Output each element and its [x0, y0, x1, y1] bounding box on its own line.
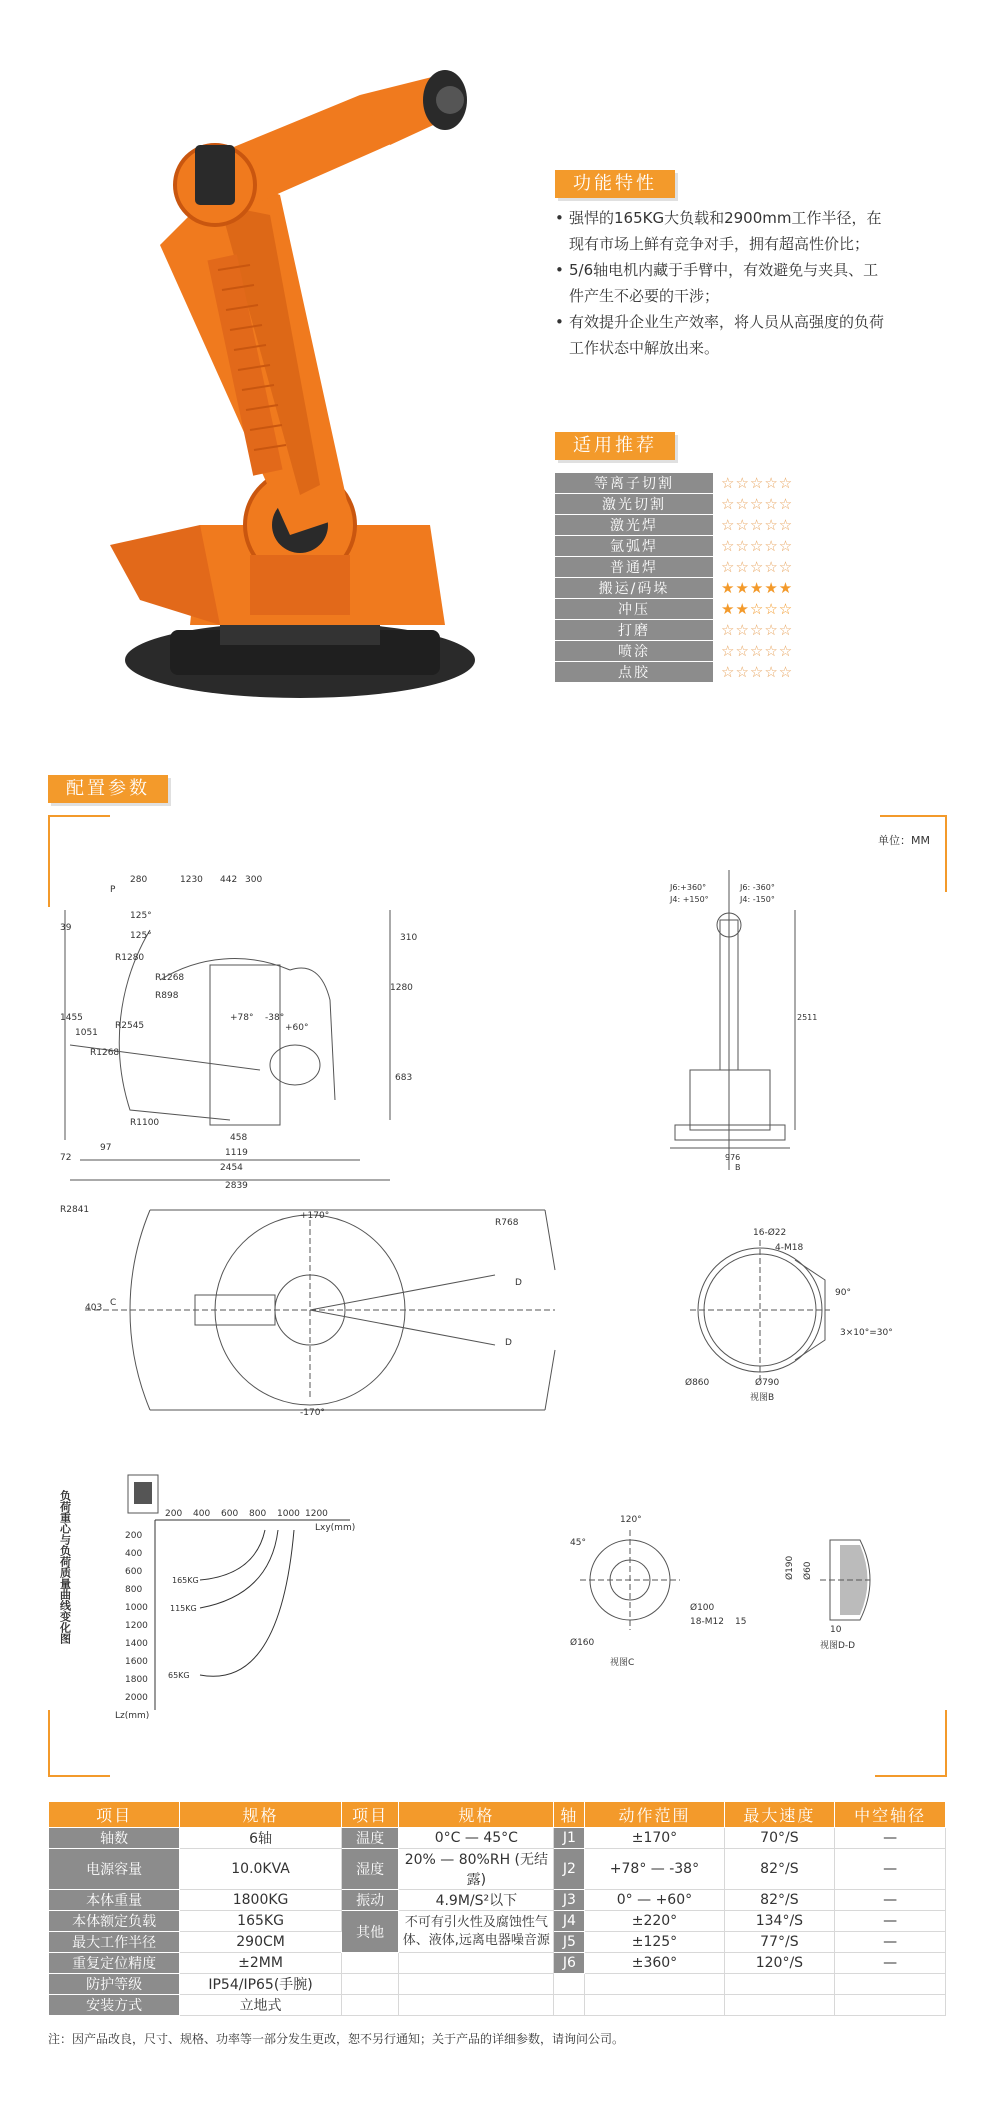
unit-label: 单位：MM — [878, 834, 930, 847]
recommend-name: 搬运/码垛 — [555, 578, 713, 599]
spec-value-cell: 10.0KVA — [180, 1849, 341, 1890]
recommend-row — [555, 662, 853, 683]
load-chart-xaxis: Lxy(mm) — [315, 1523, 356, 1533]
spec-row — [49, 1890, 946, 1911]
front-dim-label: J6: -360° — [740, 883, 775, 892]
top-dim-label: -170° — [300, 1408, 325, 1418]
spec-value-cell — [341, 1995, 399, 2016]
load-chart-ytick: 600 — [125, 1567, 143, 1577]
spec-value-cell — [399, 1995, 554, 2016]
recommend-stars: ☆☆☆☆☆ — [713, 494, 853, 515]
load-chart-curve-label: 115KG — [170, 1604, 197, 1613]
spec-label-cell: J5 — [554, 1932, 585, 1953]
view-b-label: 90° — [835, 1288, 851, 1298]
load-chart-xtick: 600 — [221, 1509, 239, 1519]
spec-label-cell: 本体重量 — [49, 1890, 180, 1911]
view-d-label: Ø190 — [785, 1555, 795, 1580]
recommend-stars: ☆☆☆☆☆ — [713, 641, 853, 662]
spec-header: 最大速度 — [724, 1802, 835, 1828]
recommend-stars: ☆☆☆☆☆ — [713, 620, 853, 641]
view-b-label: 16-Ø22 — [753, 1228, 787, 1238]
side-dim-label: 458 — [230, 1133, 248, 1143]
spec-value-cell: 290CM — [180, 1932, 341, 1953]
spec-label-cell: J3 — [554, 1890, 585, 1911]
spec-value-cell: +78° — -38° — [585, 1849, 724, 1890]
view-d-label: Ø60 — [803, 1561, 813, 1580]
feature-item: • 5/6轴电机内藏于手臂中，有效避免与夹具、工件产生不必要的干涉； — [555, 257, 885, 309]
spec-label-cell: 重复定位精度 — [49, 1953, 180, 1974]
recommend-stars: ☆☆☆☆☆ — [713, 536, 853, 557]
side-dim-label: 125° — [130, 911, 152, 921]
side-dim-label: 1051 — [75, 1028, 98, 1038]
spec-value-cell: 120°/S — [724, 1953, 835, 1974]
view-b-drawing — [665, 1225, 893, 1405]
recommend-name: 氩弧焊 — [555, 536, 713, 557]
recommend-stars: ★★☆☆☆ — [713, 599, 853, 620]
spec-value-cell — [585, 1974, 724, 1995]
front-dim-label: J4: +150° — [670, 895, 709, 904]
recommend-row — [555, 473, 853, 494]
load-chart-xtick: 400 — [193, 1509, 211, 1519]
spec-value-cell: ±170° — [585, 1828, 724, 1849]
recommend-stars: ☆☆☆☆☆ — [713, 662, 853, 683]
view-c-label: 视图C — [610, 1658, 635, 1668]
load-chart-ytick: 1600 — [125, 1657, 148, 1667]
view-d-label: 视图D-D — [820, 1641, 856, 1651]
side-dim-label: 125° — [130, 931, 152, 941]
spec-label-cell: J1 — [554, 1828, 585, 1849]
load-chart-ytick: 400 — [125, 1549, 143, 1559]
side-view-drawing — [60, 870, 440, 1190]
recommend-name: 普通焊 — [555, 557, 713, 578]
spec-value-cell: 6轴 — [180, 1828, 341, 1849]
spec-value-cell: ±125° — [585, 1932, 724, 1953]
view-b-label: 4-M18 — [775, 1243, 804, 1253]
load-chart-ytick: 1800 — [125, 1675, 148, 1685]
spec-value-cell: 77°/S — [724, 1932, 835, 1953]
load-chart-ytick: 2000 — [125, 1693, 148, 1703]
front-dim-label: J4: -150° — [740, 895, 775, 904]
front-dim-label: 976 — [725, 1153, 741, 1162]
features-header: 功能特性 — [555, 170, 675, 198]
spec-label-cell: 电源容量 — [49, 1849, 180, 1890]
spec-value-cell: ±2MM — [180, 1953, 341, 1974]
spec-value-cell — [554, 1974, 585, 1995]
front-dim-label: B — [735, 1163, 741, 1172]
top-dim-label: R2841 — [60, 1205, 90, 1215]
recommend-name: 喷涂 — [555, 641, 713, 662]
view-d-label: 10 — [830, 1625, 842, 1635]
recommend-name: 等离子切割 — [555, 473, 713, 494]
recommend-stars: ★★★★★ — [713, 578, 853, 599]
load-chart-xtick: 800 — [249, 1509, 267, 1519]
spec-value-cell — [399, 1953, 554, 1974]
recommend-stars: ☆☆☆☆☆ — [713, 557, 853, 578]
spec-row — [49, 1911, 946, 1932]
front-dim-label: 2511 — [797, 1013, 818, 1022]
spec-value-cell: — — [835, 1849, 946, 1890]
view-b-label: Ø790 — [755, 1378, 780, 1388]
spec-header: 中空轴径 — [835, 1802, 946, 1828]
recommend-row — [555, 515, 853, 536]
spec-value-cell: 立地式 — [180, 1995, 341, 2016]
side-dim-label: 683 — [395, 1073, 413, 1083]
load-chart-yaxis: Lz(mm) — [115, 1711, 150, 1721]
spec-value-cell: 165KG — [180, 1911, 341, 1932]
side-dim-label: R1268 — [90, 1048, 120, 1058]
spec-label-cell: 轴数 — [49, 1828, 180, 1849]
side-dim-label: 1280 — [390, 983, 413, 993]
load-chart-title: 负荷重心与负荷质量曲线变化图 — [58, 1490, 72, 1644]
view-c-label: 15 — [735, 1617, 747, 1627]
spec-label-cell: J2 — [554, 1849, 585, 1890]
footnote: 注：因产品改良，尺寸、规格、功率等一部分发生更改，恕不另行通知；关于产品的详细参数，请询问公司。 — [48, 2032, 625, 2046]
side-dim-label: 1119 — [225, 1148, 248, 1158]
side-dim-label: 1230 — [180, 875, 203, 885]
recommend-row — [555, 494, 853, 515]
feature-item: • 有效提升企业生产效率，将人员从高强度的负荷工作状态中解放出来。 — [555, 309, 885, 361]
side-dim-label: +78° — [230, 1013, 254, 1023]
recommend-name: 点胶 — [555, 662, 713, 683]
frame-corner-bl — [48, 1710, 110, 1777]
top-dim-label: R768 — [495, 1218, 519, 1228]
side-dim-label: 72 — [60, 1153, 72, 1163]
spec-value-cell — [341, 1953, 399, 1974]
side-dim-label: R2545 — [115, 1021, 145, 1031]
spec-label-cell: 防护等级 — [49, 1974, 180, 1995]
recommend-row — [555, 641, 853, 662]
recommend-stars: ☆☆☆☆☆ — [713, 515, 853, 536]
spec-label-cell: 温度 — [341, 1828, 399, 1849]
spec-value-cell: 4.9M/S²以下 — [399, 1890, 554, 1911]
spec-header: 动作范围 — [585, 1802, 724, 1828]
load-chart-curve-label: 65KG — [168, 1671, 190, 1680]
load-chart-ytick: 200 — [125, 1531, 143, 1541]
recommend-header: 适用推荐 — [555, 432, 675, 460]
view-b-label: Ø860 — [685, 1378, 710, 1388]
spec-row — [49, 1828, 946, 1849]
recommend-row — [555, 578, 853, 599]
spec-table — [48, 1801, 946, 2016]
side-dim-label: 442 — [220, 875, 238, 885]
spec-header: 项目 — [341, 1802, 399, 1828]
spec-value-cell: 0° — +60° — [585, 1890, 724, 1911]
front-dim-label: J6:+360° — [670, 883, 707, 892]
view-c-label: 18-M12 — [690, 1617, 724, 1627]
spec-value-cell — [835, 1995, 946, 2016]
top-dim-label: +170° — [300, 1211, 330, 1221]
spec-row — [49, 1974, 946, 1995]
load-chart-curve-label: 165KG — [172, 1576, 199, 1585]
view-b-label: 视图B — [750, 1393, 775, 1403]
load-chart-xtick: 200 — [165, 1509, 183, 1519]
top-dim-label: 403 — [85, 1303, 103, 1313]
frame-corner-br — [875, 1710, 947, 1777]
view-c-label: Ø160 — [570, 1638, 595, 1648]
recommend-row — [555, 536, 853, 557]
spec-label-cell: 最大工作半径 — [49, 1932, 180, 1953]
spec-row — [49, 1849, 946, 1890]
front-view-drawing — [665, 870, 818, 1172]
spec-value-cell: 134°/S — [724, 1911, 835, 1932]
side-dim-label: 280 — [130, 875, 148, 885]
top-view-drawing — [55, 1200, 565, 1420]
spec-value-cell: ±360° — [585, 1953, 724, 1974]
spec-value-cell — [585, 1995, 724, 2016]
spec-value-cell: — — [835, 1953, 946, 1974]
spec-value-cell — [724, 1995, 835, 2016]
spec-value-cell: 不可有引火性及腐蚀性气体、液体,远离电器噪音源 — [399, 1911, 554, 1953]
config-header: 配置参数 — [48, 775, 168, 803]
spec-label-cell: 湿度 — [341, 1849, 399, 1890]
spec-value-cell: — — [835, 1911, 946, 1932]
spec-value-cell: — — [835, 1932, 946, 1953]
spec-value-cell — [399, 1974, 554, 1995]
side-dim-label: R1280 — [115, 953, 145, 963]
recommend-row — [555, 557, 853, 578]
spec-header: 规格 — [180, 1802, 341, 1828]
spec-value-cell: 70°/S — [724, 1828, 835, 1849]
recommend-name: 冲压 — [555, 599, 713, 620]
recommend-name: 打磨 — [555, 620, 713, 641]
spec-label-cell: J6 — [554, 1953, 585, 1974]
recommend-name: 激光焊 — [555, 515, 713, 536]
side-dim-label: R898 — [155, 991, 179, 1001]
spec-row — [49, 1953, 946, 1974]
recommend-row — [555, 620, 853, 641]
side-dim-label: 2454 — [220, 1163, 243, 1173]
spec-value-cell: 1800KG — [180, 1890, 341, 1911]
side-dim-label: 2839 — [225, 1181, 248, 1191]
spec-value-cell — [341, 1974, 399, 1995]
spec-value-cell: IP54/IP65(手腕) — [180, 1974, 341, 1995]
recommend-row — [555, 599, 853, 620]
spec-header: 规格 — [399, 1802, 554, 1828]
spec-value-cell — [554, 1995, 585, 2016]
side-dim-label: R1268 — [155, 973, 185, 983]
view-c-label: Ø100 — [690, 1603, 715, 1613]
spec-value-cell: 82°/S — [724, 1849, 835, 1890]
recommend-stars: ☆☆☆☆☆ — [713, 473, 853, 494]
spec-value-cell: ±220° — [585, 1911, 724, 1932]
load-chart-ytick: 1400 — [125, 1639, 148, 1649]
spec-value-cell: 0°C — 45°C — [399, 1828, 554, 1849]
view-c-drawing — [565, 1510, 745, 1670]
spec-value-cell: 20% — 80%RH (无结露) — [399, 1849, 554, 1890]
spec-header: 项目 — [49, 1802, 180, 1828]
recommend-table — [555, 473, 853, 683]
load-chart-xtick: 1200 — [305, 1509, 328, 1519]
spec-label-cell: 其他 — [341, 1911, 399, 1953]
spec-value-cell: 82°/S — [724, 1890, 835, 1911]
spec-value-cell: — — [835, 1890, 946, 1911]
side-dim-label: 97 — [100, 1143, 112, 1153]
side-dim-label: 1455 — [60, 1013, 83, 1023]
feature-item: • 强悍的165KG大负载和2900mm工作半径，在现有市场上鲜有竞争对手，拥有超高性价比； — [555, 205, 885, 257]
top-dim-label: C — [110, 1298, 117, 1308]
view-b-label: 3×10°=30° — [840, 1328, 893, 1338]
robot-illustration — [100, 55, 580, 705]
load-chart-ytick: 800 — [125, 1585, 143, 1595]
load-chart — [60, 1470, 380, 1720]
load-chart-ytick: 1000 — [125, 1603, 148, 1613]
side-dim-label: 300 — [245, 875, 263, 885]
spec-label-cell: 安装方式 — [49, 1995, 180, 2016]
view-c-label: 45° — [570, 1538, 586, 1548]
side-dim-label: P — [110, 885, 116, 895]
recommend-name: 激光切割 — [555, 494, 713, 515]
side-dim-label: 39 — [60, 923, 72, 933]
side-dim-label: -38° — [265, 1013, 285, 1023]
load-chart-ytick: 1200 — [125, 1621, 148, 1631]
spec-row — [49, 1995, 946, 2016]
spec-value-cell — [724, 1974, 835, 1995]
frame-corner-tr — [880, 815, 947, 892]
spec-value-cell — [835, 1974, 946, 1995]
spec-label-cell: J4 — [554, 1911, 585, 1932]
side-dim-label: 310 — [400, 933, 418, 943]
view-c-label: 120° — [620, 1515, 642, 1525]
view-d-drawing — [785, 1520, 900, 1651]
side-dim-label: R1100 — [130, 1118, 160, 1128]
top-dim-label: D — [515, 1278, 522, 1288]
spec-label-cell: 振动 — [341, 1890, 399, 1911]
features-list — [555, 205, 885, 361]
side-dim-label: +60° — [285, 1023, 309, 1033]
spec-label-cell: 本体额定负载 — [49, 1911, 180, 1932]
spec-value-cell: — — [835, 1828, 946, 1849]
spec-header: 轴 — [554, 1802, 585, 1828]
load-chart-xtick: 1000 — [277, 1509, 300, 1519]
top-dim-label: D — [505, 1338, 512, 1348]
